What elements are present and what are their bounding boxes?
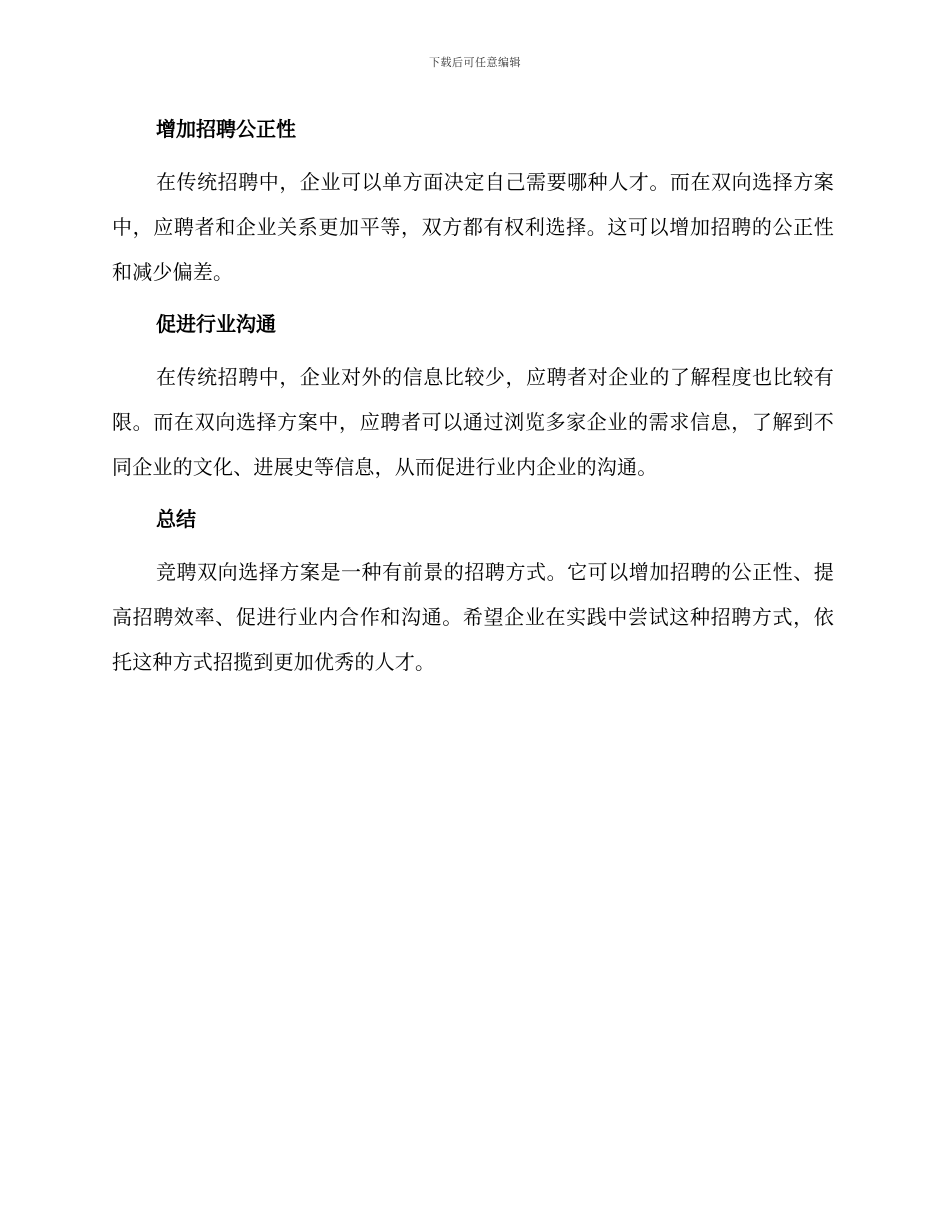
section-fairness	[112, 112, 834, 295]
document-body	[112, 112, 834, 697]
section-paragraph: 竞聘双向选择方案是一种有前景的招聘方式。它可以增加招聘的公正性、提高招聘效率、促进行业内合作和沟通。希望企业在实践中尝试这种招聘方式，依托这种方式招揽到更加优秀的人才。	[112, 560, 834, 674]
section-heading: 总结	[156, 507, 196, 531]
section-paragraph: 在传统招聘中，企业对外的信息比较少，应聘者对企业的了解程度也比较有限。而在双向选择方案中，应聘者可以通过浏览多家企业的需求信息，了解到不同企业的文化、进展史等信息，从而促进行业内企业的沟通。	[112, 365, 834, 479]
section-summary	[112, 502, 834, 685]
section-heading: 增加招聘公正性	[156, 117, 296, 141]
header-note: 下载后可任意编辑	[429, 56, 521, 69]
section-communication	[112, 307, 834, 490]
section-paragraph: 在传统招聘中，企业可以单方面决定自己需要哪种人才。而在双向选择方案中，应聘者和企业关系更加平等，双方都有权利选择。这可以增加招聘的公正性和减少偏差。	[112, 170, 834, 284]
section-heading: 促进行业沟通	[156, 312, 276, 336]
